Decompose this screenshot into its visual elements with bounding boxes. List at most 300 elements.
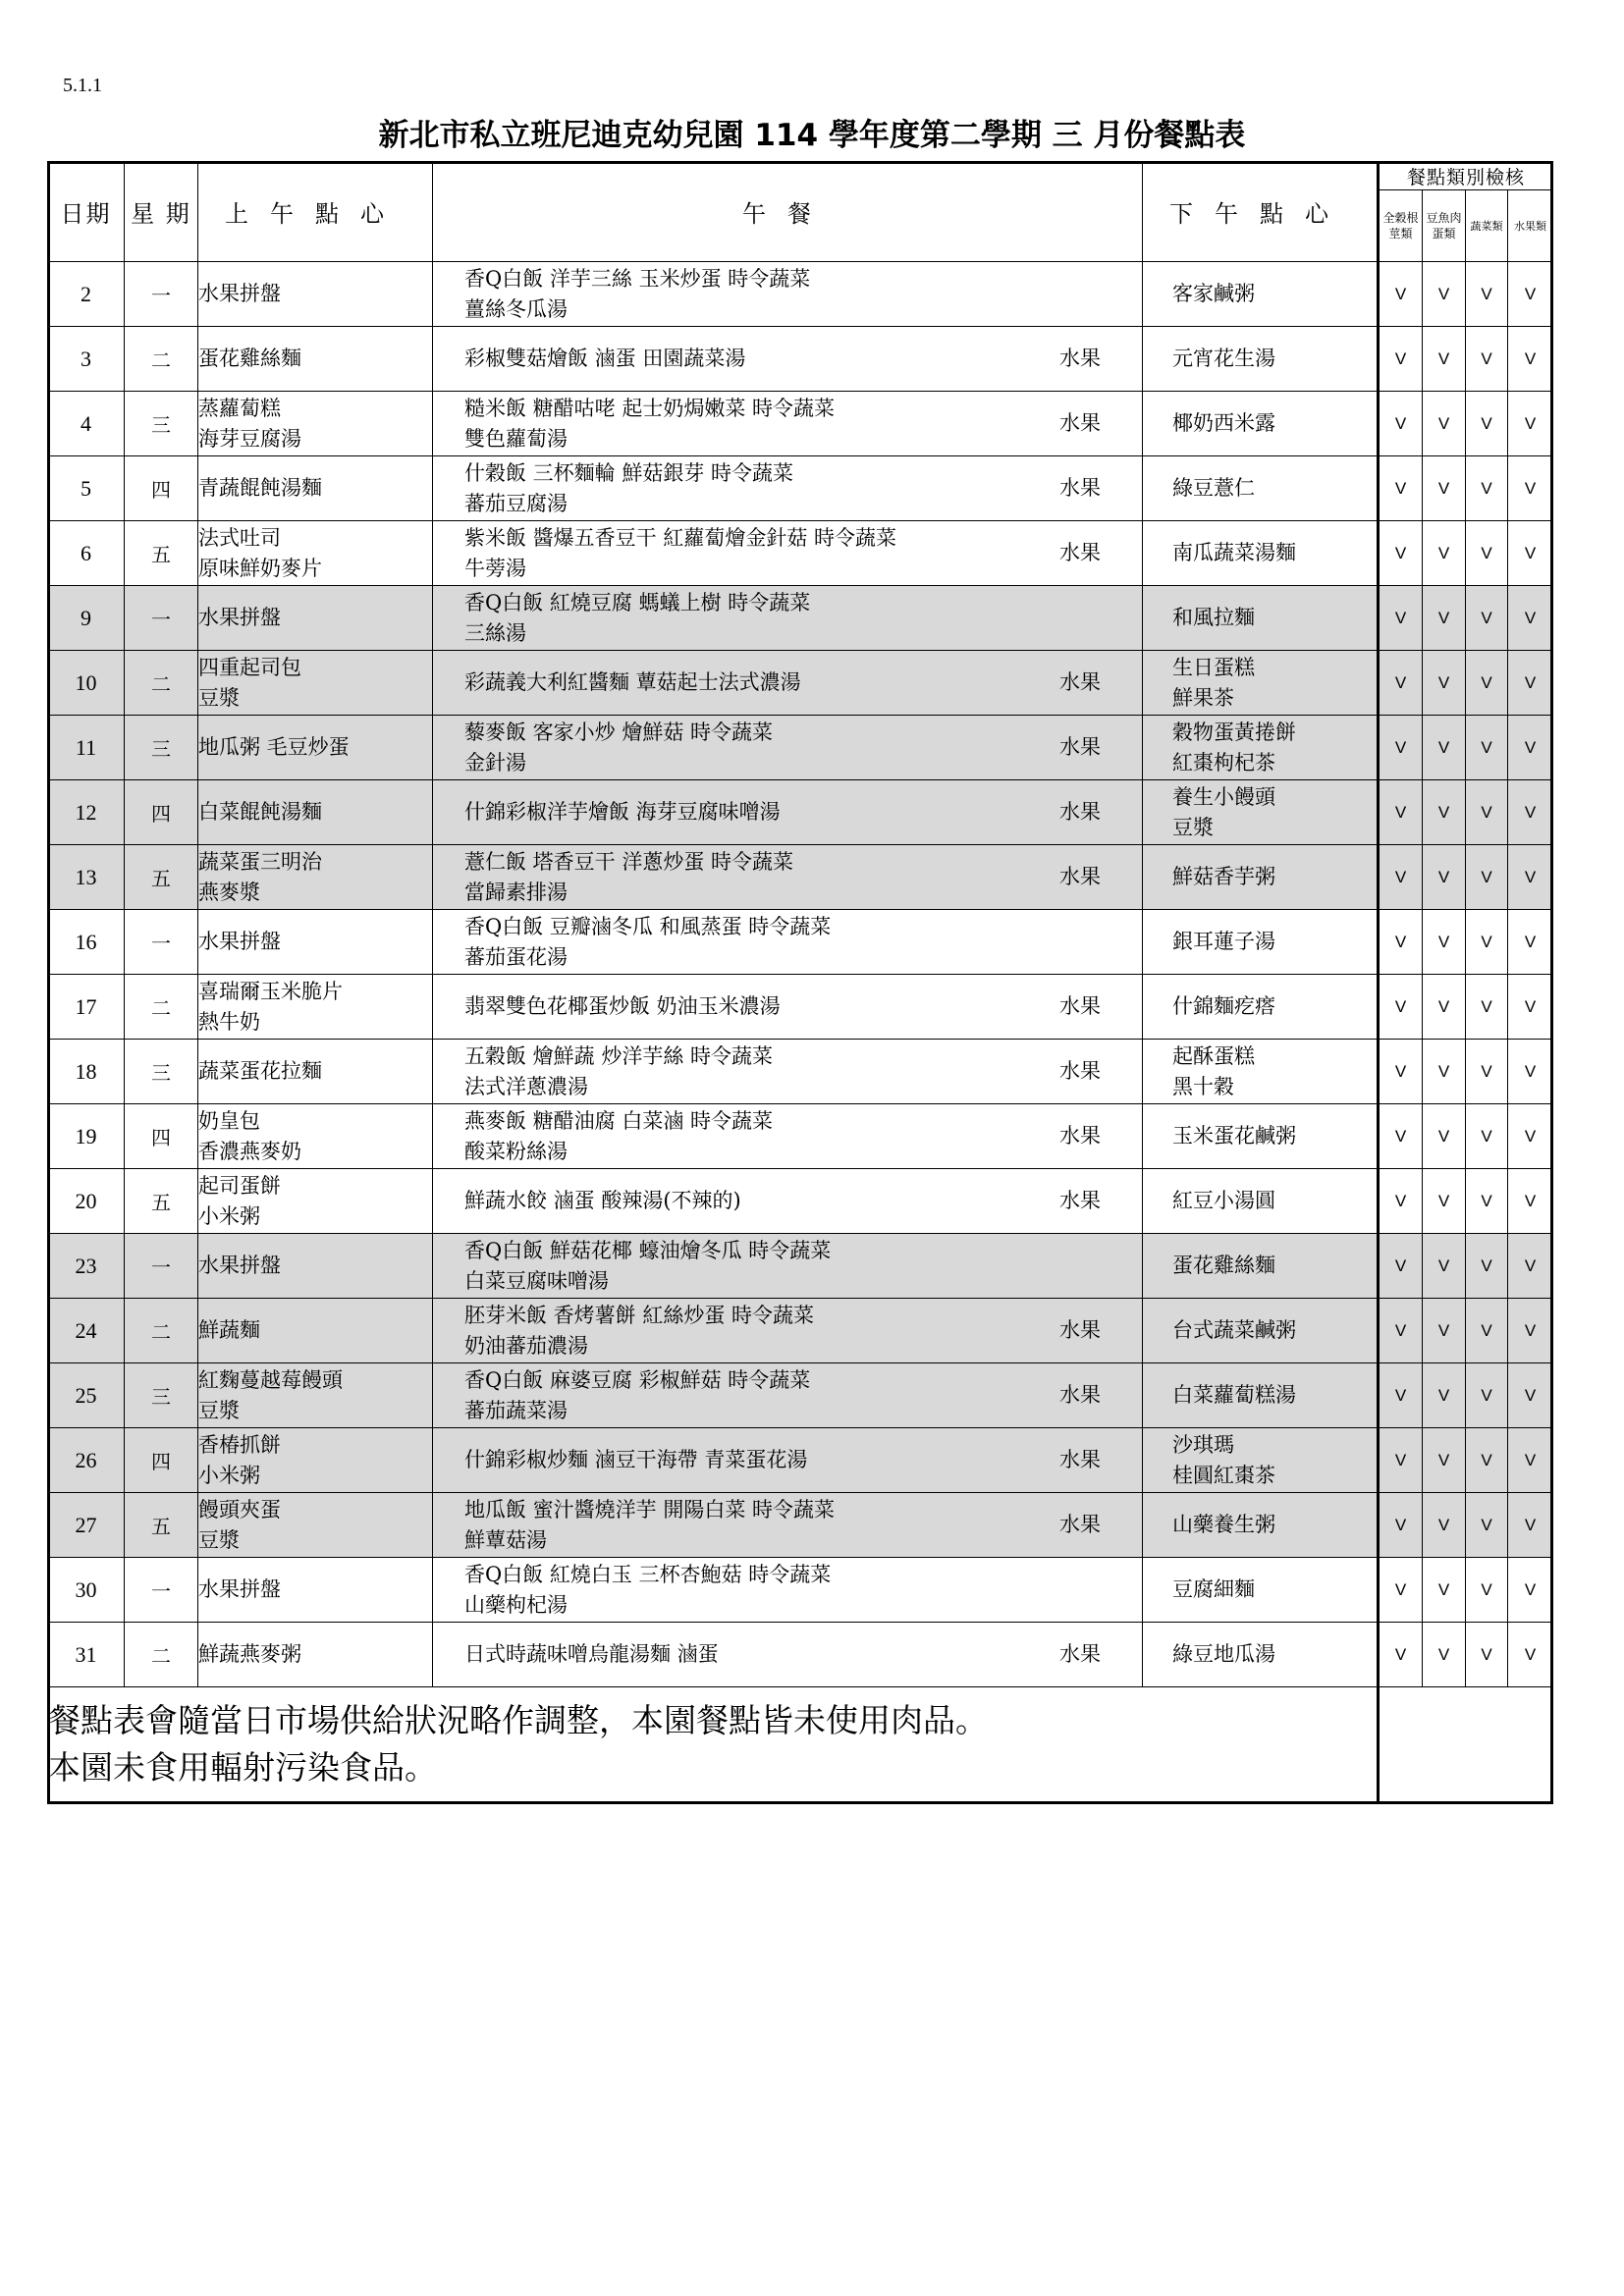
lunch-wrap xyxy=(433,912,1142,973)
weekday-cell: 五 xyxy=(125,521,198,586)
check-mark: V xyxy=(1379,1169,1423,1234)
pm-snack-line: 生日蛋糕 xyxy=(1172,655,1255,679)
am-snack-line: 紅麴蔓越莓饅頭 xyxy=(198,1367,343,1392)
lunch-fruit: 水果 xyxy=(1059,1189,1101,1212)
check-mark: V xyxy=(1379,1104,1423,1169)
header-check-fruits: 水果類 xyxy=(1508,190,1553,262)
am-snack-cell xyxy=(198,910,433,975)
check-mark: V xyxy=(1423,586,1466,651)
am-snack-line: 海芽豆腐湯 xyxy=(198,426,301,451)
am-snack-cell xyxy=(198,1234,433,1299)
lunch-line: 糙米飯 糖醋咕咾 起士奶焗嫩菜 時令蔬菜 xyxy=(464,396,836,420)
lunch-line: 雙色蘿蔔湯 xyxy=(464,426,568,451)
pm-snack-line: 山藥養生粥 xyxy=(1172,1513,1275,1536)
am-snack-line: 白菜餛飩湯麵 xyxy=(198,800,322,824)
lunch-cell xyxy=(433,1299,1143,1363)
check-mark: V xyxy=(1379,456,1423,521)
check-mark: V xyxy=(1466,1234,1508,1299)
lunch-dishes xyxy=(464,1186,741,1216)
date-cell: 13 xyxy=(48,845,125,910)
lunch-cell xyxy=(433,521,1143,586)
lunch-cell xyxy=(433,1234,1143,1299)
table-row xyxy=(48,845,1553,910)
am-snack-cell xyxy=(198,1428,433,1493)
footer-line-1: 餐點表會隨當日市場供給狀況略作調整，本園餐點皆未使用肉品。 xyxy=(48,1701,988,1739)
pm-snack-cell xyxy=(1143,586,1379,651)
weekday-cell: 五 xyxy=(125,1169,198,1234)
am-snack-line: 水果拼盤 xyxy=(198,930,281,953)
check-mark: V xyxy=(1466,1104,1508,1169)
pm-snack-cell xyxy=(1143,845,1379,910)
weekday-cell: 一 xyxy=(125,910,198,975)
lunch-line: 法式洋蔥濃湯 xyxy=(464,1074,588,1098)
lunch-dishes xyxy=(464,344,745,374)
table-row xyxy=(48,521,1553,586)
check-mark: V xyxy=(1508,910,1553,975)
lunch-fruit: 水果 xyxy=(1059,1448,1101,1471)
page-title: 新北市私立班尼迪克幼兒園 114 學年度第二學期 三 月份餐點表 xyxy=(378,118,1246,153)
lunch-dishes xyxy=(464,264,810,325)
check-mark: V xyxy=(1423,975,1466,1040)
pm-snack-cell xyxy=(1143,1299,1379,1363)
pm-snack-cell xyxy=(1143,262,1379,327)
lunch-line: 藜麥飯 客家小炒 燴鮮菇 時令蔬菜 xyxy=(464,720,774,744)
lunch-dishes xyxy=(464,1106,773,1167)
table-row xyxy=(48,1363,1553,1428)
am-snack-cell xyxy=(198,1299,433,1363)
check-mark: V xyxy=(1508,521,1553,586)
am-snack-line: 饅頭夾蛋 xyxy=(198,1497,281,1522)
lunch-dishes xyxy=(464,797,781,828)
lunch-fruit: 水果 xyxy=(1059,476,1101,500)
lunch-cell xyxy=(433,1493,1143,1558)
lunch-fruit: 水果 xyxy=(1059,1642,1101,1666)
lunch-wrap xyxy=(433,667,1142,698)
lunch-line: 日式時蔬味噌烏龍湯麵 滷蛋 xyxy=(464,1642,719,1666)
header-weekday: 星 期 xyxy=(125,162,198,262)
check-mark: V xyxy=(1423,1428,1466,1493)
date-cell: 27 xyxy=(48,1493,125,1558)
lunch-wrap xyxy=(433,344,1142,374)
check-mark: V xyxy=(1423,456,1466,521)
check-mark: V xyxy=(1508,1234,1553,1299)
check-mark: V xyxy=(1423,780,1466,845)
pm-snack-cell xyxy=(1143,521,1379,586)
check-mark: V xyxy=(1379,1493,1423,1558)
date-cell: 31 xyxy=(48,1623,125,1687)
check-mark: V xyxy=(1466,521,1508,586)
menu-body xyxy=(48,262,1553,1687)
pm-snack-cell xyxy=(1143,1558,1379,1623)
pm-snack-line: 台式蔬菜鹹粥 xyxy=(1172,1318,1296,1342)
check-mark: V xyxy=(1508,1363,1553,1428)
check-mark: V xyxy=(1508,1493,1553,1558)
lunch-fruit: 水果 xyxy=(1059,1318,1101,1342)
pm-snack-line: 鮮菇香芋粥 xyxy=(1172,865,1275,888)
table-row xyxy=(48,456,1553,521)
am-snack-line: 蒸蘿蔔糕 xyxy=(198,396,281,420)
am-snack-cell xyxy=(198,586,433,651)
check-mark: V xyxy=(1466,262,1508,327)
pm-snack-cell xyxy=(1143,1363,1379,1428)
am-snack-cell xyxy=(198,975,433,1040)
lunch-fruit: 水果 xyxy=(1059,865,1101,888)
weekday-cell: 四 xyxy=(125,456,198,521)
check-mark: V xyxy=(1466,975,1508,1040)
lunch-fruit: 水果 xyxy=(1059,1059,1101,1083)
check-mark: V xyxy=(1379,586,1423,651)
pm-snack-line: 南瓜蔬菜湯麵 xyxy=(1172,541,1296,564)
lunch-cell xyxy=(433,975,1143,1040)
am-snack-line: 燕麥漿 xyxy=(198,880,260,904)
weekday-cell: 二 xyxy=(125,1299,198,1363)
lunch-wrap xyxy=(433,1560,1142,1621)
am-snack-line: 起司蛋餅 xyxy=(198,1173,281,1198)
date-cell: 5 xyxy=(48,456,125,521)
check-mark: V xyxy=(1423,1299,1466,1363)
lunch-dishes xyxy=(464,847,793,908)
date-cell: 26 xyxy=(48,1428,125,1493)
check-mark: V xyxy=(1379,716,1423,780)
lunch-line: 什錦彩椒炒麵 滷豆干海帶 青菜蛋花湯 xyxy=(464,1448,808,1471)
date-cell: 12 xyxy=(48,780,125,845)
lunch-dishes xyxy=(464,523,896,584)
lunch-dishes xyxy=(464,1495,835,1556)
check-mark: V xyxy=(1508,1169,1553,1234)
date-cell: 10 xyxy=(48,651,125,716)
lunch-line: 酸菜粉絲湯 xyxy=(464,1139,568,1163)
am-snack-cell xyxy=(198,651,433,716)
check-mark: V xyxy=(1466,1363,1508,1428)
pm-snack-line: 客家鹹粥 xyxy=(1172,282,1255,305)
am-snack-line: 鮮蔬燕麥粥 xyxy=(198,1642,301,1666)
date-cell: 4 xyxy=(48,392,125,456)
header-am-snack: 上午點心 xyxy=(198,162,433,262)
check-mark: V xyxy=(1423,392,1466,456)
check-mark: V xyxy=(1379,262,1423,327)
header-pm-snack: 下午點心 xyxy=(1143,162,1379,262)
document-code: 5.1.1 xyxy=(63,75,102,96)
weekday-cell: 二 xyxy=(125,327,198,392)
table-row xyxy=(48,1493,1553,1558)
check-mark: V xyxy=(1508,845,1553,910)
check-mark: V xyxy=(1466,1623,1508,1687)
pm-snack-line: 綠豆地瓜湯 xyxy=(1172,1642,1275,1666)
check-mark: V xyxy=(1466,1040,1508,1104)
table-row xyxy=(48,1299,1553,1363)
am-snack-cell xyxy=(198,1169,433,1234)
check-mark: V xyxy=(1423,1493,1466,1558)
am-snack-cell xyxy=(198,327,433,392)
table-row xyxy=(48,1040,1553,1104)
lunch-line: 五穀飯 燴鮮蔬 炒洋芋絲 時令蔬菜 xyxy=(464,1043,774,1068)
check-mark: V xyxy=(1379,910,1423,975)
lunch-dishes xyxy=(464,1560,831,1621)
check-mark: V xyxy=(1423,1234,1466,1299)
lunch-cell xyxy=(433,1363,1143,1428)
menu-table xyxy=(47,161,1553,1804)
pm-snack-cell xyxy=(1143,1428,1379,1493)
lunch-dishes xyxy=(464,718,773,778)
pm-snack-cell xyxy=(1143,1169,1379,1234)
pm-snack-cell xyxy=(1143,651,1379,716)
lunch-cell xyxy=(433,1558,1143,1623)
lunch-wrap xyxy=(433,1106,1142,1167)
check-mark: V xyxy=(1466,651,1508,716)
pm-snack-cell xyxy=(1143,1493,1379,1558)
lunch-cell xyxy=(433,716,1143,780)
lunch-line: 彩椒雙菇燴飯 滷蛋 田園蔬菜湯 xyxy=(464,347,746,370)
lunch-line: 什穀飯 三杯麵輪 鮮菇銀芽 時令蔬菜 xyxy=(464,460,794,485)
pm-snack-line: 紅豆小湯圓 xyxy=(1172,1189,1275,1212)
am-snack-cell xyxy=(198,1623,433,1687)
pm-snack-line: 起酥蛋糕 xyxy=(1172,1043,1255,1068)
lunch-fruit: 水果 xyxy=(1059,994,1101,1018)
lunch-cell xyxy=(433,1169,1143,1234)
lunch-line: 三絲湯 xyxy=(464,620,526,645)
check-mark: V xyxy=(1508,651,1553,716)
lunch-cell xyxy=(433,1104,1143,1169)
header-date: 日期 xyxy=(48,162,125,262)
lunch-cell xyxy=(433,392,1143,456)
weekday-cell: 一 xyxy=(125,262,198,327)
pm-snack-line: 椰奶西米露 xyxy=(1172,411,1275,435)
date-cell: 6 xyxy=(48,521,125,586)
lunch-line: 山藥枸杞湯 xyxy=(464,1592,568,1617)
weekday-cell: 一 xyxy=(125,1558,198,1623)
check-mark: V xyxy=(1423,651,1466,716)
lunch-wrap xyxy=(433,847,1142,908)
am-snack-line: 蔬菜蛋三明治 xyxy=(198,849,322,874)
check-mark: V xyxy=(1423,1363,1466,1428)
date-cell: 18 xyxy=(48,1040,125,1104)
check-mark: V xyxy=(1379,327,1423,392)
weekday-cell: 四 xyxy=(125,1428,198,1493)
lunch-dishes xyxy=(464,458,793,519)
check-mark: V xyxy=(1423,262,1466,327)
lunch-line: 薏仁飯 塔香豆干 洋蔥炒蛋 時令蔬菜 xyxy=(464,849,794,874)
table-row xyxy=(48,1623,1553,1687)
check-mark: V xyxy=(1379,1234,1423,1299)
lunch-fruit: 水果 xyxy=(1059,1124,1101,1148)
am-snack-cell xyxy=(198,845,433,910)
lunch-line: 翡翠雙色花椰蛋炒飯 奶油玉米濃湯 xyxy=(464,994,781,1018)
am-snack-line: 豆漿 xyxy=(198,1398,240,1422)
pm-snack-line: 黑十穀 xyxy=(1172,1074,1234,1098)
pm-snack-line: 銀耳蓮子湯 xyxy=(1172,930,1275,953)
lunch-wrap xyxy=(433,1445,1142,1475)
lunch-line: 香Q白飯 豆瓣滷冬瓜 和風蒸蛋 時令蔬菜 xyxy=(464,914,832,938)
footer-note xyxy=(48,1687,1379,1803)
date-cell: 11 xyxy=(48,716,125,780)
pm-snack-line: 豆漿 xyxy=(1172,815,1214,839)
pm-snack-cell xyxy=(1143,1104,1379,1169)
am-snack-line: 喜瑞爾玉米脆片 xyxy=(198,979,343,1003)
pm-snack-line: 豆腐細麵 xyxy=(1172,1577,1255,1601)
pm-snack-cell xyxy=(1143,456,1379,521)
check-mark: V xyxy=(1379,392,1423,456)
weekday-cell: 三 xyxy=(125,716,198,780)
check-mark: V xyxy=(1466,780,1508,845)
check-mark: V xyxy=(1423,1623,1466,1687)
pm-snack-line: 養生小饅頭 xyxy=(1172,784,1275,809)
lunch-wrap xyxy=(433,588,1142,649)
check-mark: V xyxy=(1466,1169,1508,1234)
weekday-cell: 二 xyxy=(125,1623,198,1687)
date-cell: 17 xyxy=(48,975,125,1040)
lunch-dishes xyxy=(464,394,835,454)
check-mark: V xyxy=(1508,1558,1553,1623)
lunch-line: 奶油蕃茄濃湯 xyxy=(464,1333,588,1358)
weekday-cell: 三 xyxy=(125,392,198,456)
date-cell: 3 xyxy=(48,327,125,392)
lunch-cell xyxy=(433,780,1143,845)
date-cell: 9 xyxy=(48,586,125,651)
lunch-dishes xyxy=(464,588,810,649)
lunch-cell xyxy=(433,845,1143,910)
lunch-fruit: 水果 xyxy=(1059,411,1101,435)
table-row xyxy=(48,651,1553,716)
pm-snack-line: 蛋花雞絲麵 xyxy=(1172,1254,1275,1277)
pm-snack-cell xyxy=(1143,910,1379,975)
pm-snack-line: 和風拉麵 xyxy=(1172,606,1255,629)
weekday-cell: 五 xyxy=(125,845,198,910)
lunch-line: 金針湯 xyxy=(464,750,526,774)
lunch-wrap xyxy=(433,991,1142,1022)
check-mark: V xyxy=(1508,975,1553,1040)
check-mark: V xyxy=(1379,521,1423,586)
check-mark: V xyxy=(1466,910,1508,975)
lunch-wrap xyxy=(433,718,1142,778)
pm-snack-line: 穀物蛋黃捲餅 xyxy=(1172,720,1296,744)
am-snack-line: 水果拼盤 xyxy=(198,282,281,305)
am-snack-line: 香椿抓餅 xyxy=(198,1432,281,1457)
check-mark: V xyxy=(1423,327,1466,392)
pm-snack-cell xyxy=(1143,716,1379,780)
check-mark: V xyxy=(1466,1428,1508,1493)
am-snack-line: 四重起司包 xyxy=(198,655,301,679)
table-row xyxy=(48,975,1553,1040)
lunch-fruit: 水果 xyxy=(1059,1383,1101,1407)
check-mark: V xyxy=(1466,1558,1508,1623)
lunch-line: 地瓜飯 蜜汁醬燒洋芋 開陽白菜 時令蔬菜 xyxy=(464,1497,836,1522)
lunch-line: 當歸素排湯 xyxy=(464,880,568,904)
check-mark: V xyxy=(1423,521,1466,586)
lunch-wrap xyxy=(433,394,1142,454)
pm-snack-line: 什錦麵疙瘩 xyxy=(1172,994,1275,1018)
date-cell: 24 xyxy=(48,1299,125,1363)
lunch-fruit: 水果 xyxy=(1059,1513,1101,1536)
lunch-wrap xyxy=(433,458,1142,519)
date-cell: 19 xyxy=(48,1104,125,1169)
check-mark: V xyxy=(1379,1428,1423,1493)
check-mark: V xyxy=(1508,1104,1553,1169)
header-check-vegetables: 蔬菜類 xyxy=(1466,190,1508,262)
pm-snack-line: 桂圓紅棗茶 xyxy=(1172,1463,1275,1487)
pm-snack-cell xyxy=(1143,1234,1379,1299)
check-mark: V xyxy=(1466,392,1508,456)
weekday-cell: 四 xyxy=(125,780,198,845)
lunch-wrap xyxy=(433,797,1142,828)
check-mark: V xyxy=(1466,1299,1508,1363)
am-snack-line: 熱牛奶 xyxy=(198,1009,260,1034)
lunch-line: 蕃茄蔬菜湯 xyxy=(464,1398,568,1422)
lunch-cell xyxy=(433,910,1143,975)
lunch-line: 燕麥飯 糖醋油腐 白菜滷 時令蔬菜 xyxy=(464,1108,774,1133)
am-snack-cell xyxy=(198,1104,433,1169)
check-mark: V xyxy=(1379,1363,1423,1428)
am-snack-cell xyxy=(198,1363,433,1428)
lunch-line: 香Q白飯 紅燒白玉 三杯杏鮑菇 時令蔬菜 xyxy=(464,1562,832,1586)
pm-snack-line: 紅棗枸杞茶 xyxy=(1172,750,1275,774)
am-snack-cell xyxy=(198,456,433,521)
date-cell: 23 xyxy=(48,1234,125,1299)
lunch-cell xyxy=(433,456,1143,521)
check-mark: V xyxy=(1379,1623,1423,1687)
am-snack-line: 奶皇包 xyxy=(198,1108,260,1133)
table-row xyxy=(48,262,1553,327)
date-cell: 20 xyxy=(48,1169,125,1234)
lunch-line: 薑絲冬瓜湯 xyxy=(464,296,568,321)
lunch-line: 香Q白飯 麻婆豆腐 彩椒鮮菇 時令蔬菜 xyxy=(464,1367,811,1392)
lunch-wrap xyxy=(433,1639,1142,1670)
am-snack-line: 地瓜粥 毛豆炒蛋 xyxy=(198,735,350,759)
lunch-wrap xyxy=(433,523,1142,584)
check-mark: V xyxy=(1423,1040,1466,1104)
am-snack-line: 鮮蔬麵 xyxy=(198,1318,260,1342)
check-mark: V xyxy=(1508,1428,1553,1493)
am-snack-line: 蔬菜蛋花拉麵 xyxy=(198,1059,322,1083)
lunch-line: 蕃茄豆腐湯 xyxy=(464,491,568,515)
lunch-line: 紫米飯 醬爆五香豆干 紅蘿蔔燴金針菇 時令蔬菜 xyxy=(464,525,897,550)
table-row xyxy=(48,780,1553,845)
lunch-line: 香Q白飯 鮮菇花椰 蠔油燴冬瓜 時令蔬菜 xyxy=(464,1238,832,1262)
lunch-wrap xyxy=(433,1236,1142,1297)
lunch-dishes xyxy=(464,912,831,973)
date-cell: 2 xyxy=(48,262,125,327)
check-mark: V xyxy=(1379,651,1423,716)
footer-check-blank xyxy=(1379,1687,1553,1803)
pm-snack-line: 鮮果茶 xyxy=(1172,685,1234,710)
check-mark: V xyxy=(1466,845,1508,910)
weekday-cell: 一 xyxy=(125,586,198,651)
header-check-grains: 全穀根莖類 xyxy=(1379,190,1423,262)
lunch-wrap xyxy=(433,1365,1142,1426)
weekday-cell: 一 xyxy=(125,1234,198,1299)
check-mark: V xyxy=(1379,845,1423,910)
am-snack-line: 青蔬餛飩湯麵 xyxy=(198,476,322,500)
lunch-cell xyxy=(433,327,1143,392)
am-snack-line: 豆漿 xyxy=(198,685,240,710)
table-row xyxy=(48,716,1553,780)
table-row xyxy=(48,586,1553,651)
date-cell: 25 xyxy=(48,1363,125,1428)
check-mark: V xyxy=(1379,1040,1423,1104)
lunch-dishes xyxy=(464,991,781,1022)
table-row xyxy=(48,1104,1553,1169)
table-row xyxy=(48,327,1553,392)
check-mark: V xyxy=(1423,716,1466,780)
weekday-cell: 三 xyxy=(125,1363,198,1428)
weekday-cell: 二 xyxy=(125,975,198,1040)
lunch-cell xyxy=(433,1428,1143,1493)
lunch-wrap xyxy=(433,1495,1142,1556)
am-snack-line: 原味鮮奶麥片 xyxy=(198,556,322,580)
lunch-cell xyxy=(433,1623,1143,1687)
am-snack-cell xyxy=(198,262,433,327)
weekday-cell: 四 xyxy=(125,1104,198,1169)
lunch-fruit: 水果 xyxy=(1059,735,1101,759)
